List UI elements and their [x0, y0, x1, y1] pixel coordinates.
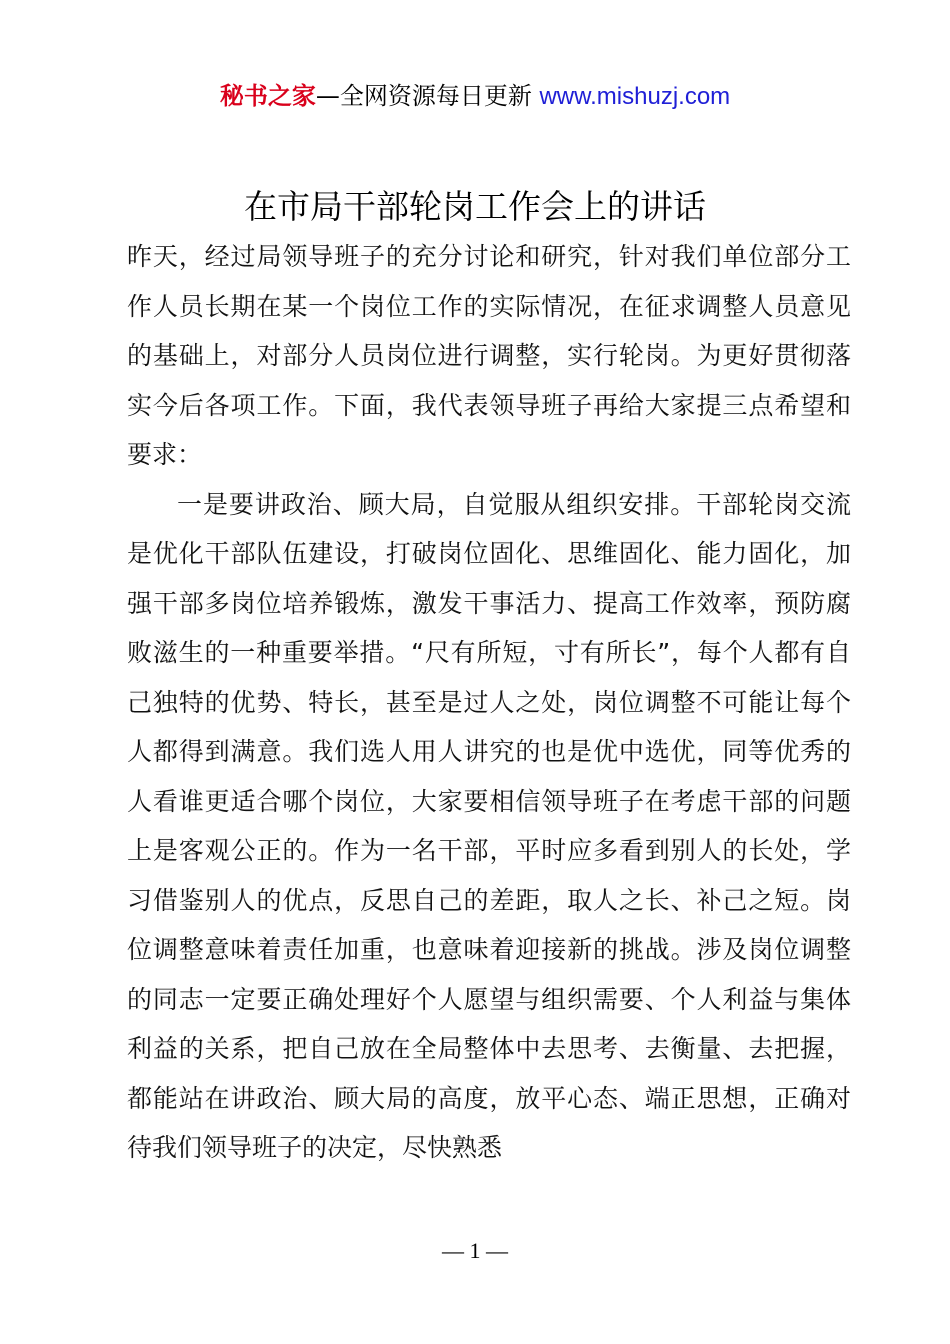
- site-tagline: —全网资源每日更新: [315, 82, 532, 110]
- document-title: 在市局干部轮岗工作会上的讲话: [244, 187, 706, 226]
- paragraph-intro: 昨天，经过局领导班子的充分讨论和研究，针对我们单位部分工作人员长期在某一个岗位工作的实际情况，在征求调整人员意见的基础上，对部分人员岗位进行调整，实行轮岗。为更好贯彻落实今后各项工作。下面，我代表领导班子再给大家提三点希望和要求：: [127, 242, 851, 469]
- site-url-link[interactable]: www.mishuzj.com: [539, 83, 731, 110]
- page-number: — 1 —: [442, 1238, 508, 1263]
- paragraph-point-one: 一是要讲政治、顾大局，自觉服从组织安排。干部轮岗交流是优化干部队伍建设，打破岗位固化、思维固化、能力固化，加强干部多岗位培养锻炼，激发干事活力、提高工作效率，预防腐败滋生的一种重要举措。“尺有所短，寸有所长”，每个人都有自己独特的优势、特长，甚至是过人之处，岗位调整不可能让每个人都得到满意。我们选人用人讲究的也是优中选优，同等优秀的人看谁更适合哪个岗位，大家要相信领导班子在考虑干部的问题上是客观公正的。作为一名干部，平时应多看到别人的长处，学习借鉴别人的优点，反思自己的差距，取人之长、补己之短。岗位调整意味着责任加重，也意味着迎接新的挑战。涉及岗位调整的同志一定要正确处理好个人愿望与组织需要、个人利益与集体利益的关系，把自己放在全局整体中去思考、去衡量、去把握，都能站在讲政治、顾大局的高度，放平心态、端正思想，正确对待我们领导班子的决定，尽快熟悉: [127, 489, 851, 1162]
- site-header: [0, 78, 950, 115]
- document-body: [127, 232, 851, 1173]
- site-brand: 秘书之家: [219, 82, 316, 110]
